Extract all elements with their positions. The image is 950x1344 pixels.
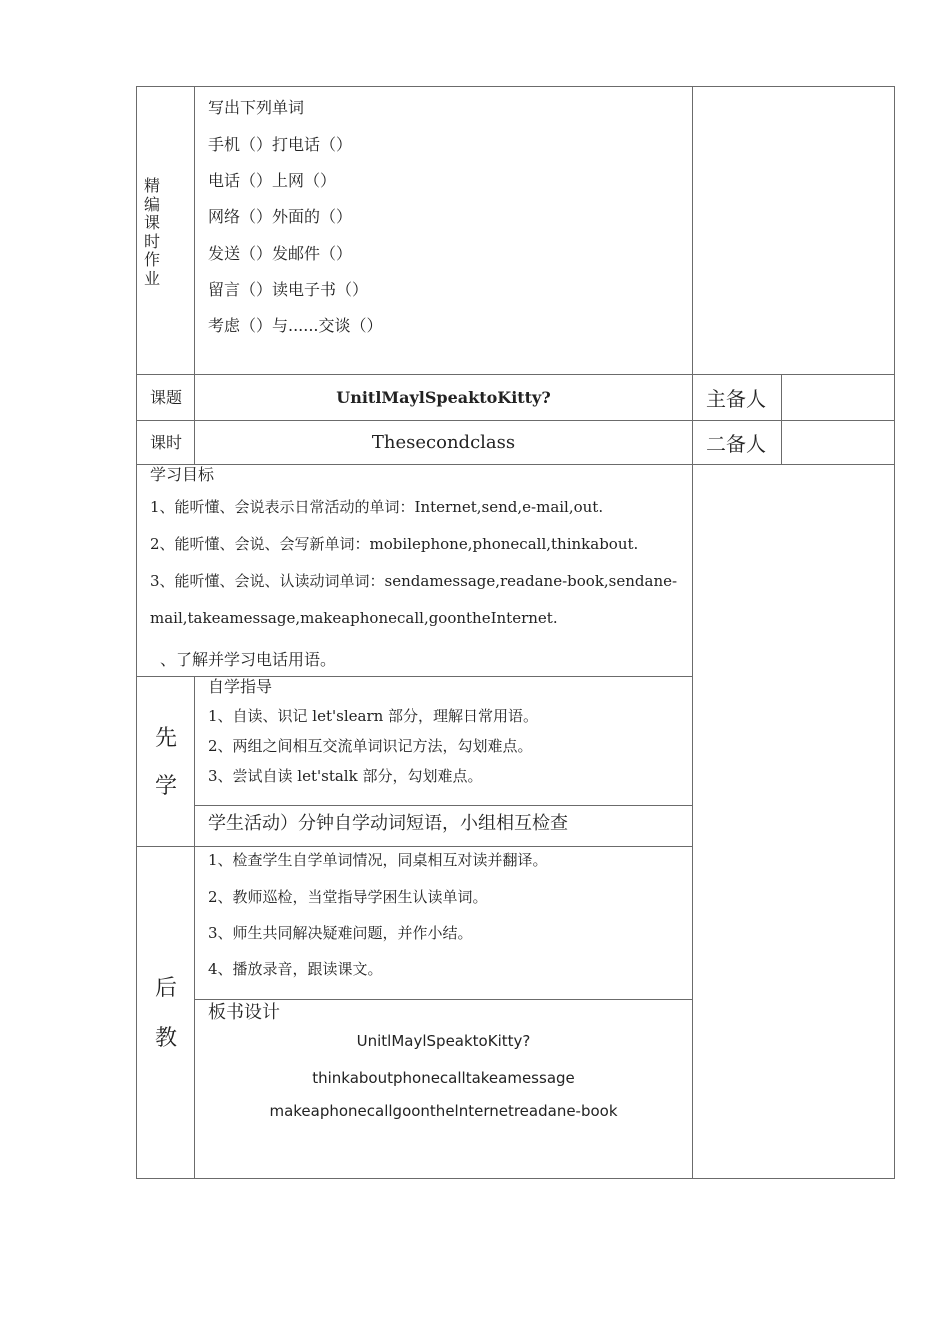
topic-label: 课题 bbox=[150, 388, 183, 407]
homework-line: 网络（）外面的（） bbox=[208, 207, 353, 226]
prestudy-title: 自学指导 bbox=[208, 677, 273, 696]
prestudy-activity: 学生活动）分钟自学动词短语，小组相互检查 bbox=[208, 813, 568, 834]
homework-line: 电话（）上网（） bbox=[208, 171, 337, 190]
teaching-side-bottom: 教 bbox=[155, 1026, 178, 1051]
teaching-item: 1、检查学生自学单词情况，同桌相互对读并翻译。 bbox=[208, 851, 548, 869]
board-line: UnitlMaylSpeaktoKitty? bbox=[356, 1032, 531, 1050]
objective-item: 1、能听懂、会说表示日常活动的单词：Internet,send,e-mail,out. bbox=[150, 498, 604, 516]
objective-item: mail,takeamessage,makeaphonecall,goontheInternet. bbox=[150, 609, 558, 627]
prestudy-item: 2、两组之间相互交流单词识记方法，勾划难点。 bbox=[208, 737, 533, 755]
period-label: 课时 bbox=[150, 433, 183, 452]
objective-item: 、了解并学习电话用语。 bbox=[160, 650, 337, 669]
objective-item: 2、能听懂、会说、会写新单词：mobilephone,phonecall,thinkabout. bbox=[150, 535, 639, 553]
board-line: thinkaboutphonecalltakeamessage bbox=[312, 1069, 575, 1087]
prestudy-item: 3、尝试自读 let'stalk 部分，勾划难点。 bbox=[208, 767, 483, 785]
homework-line: 考虑（）与......交谈（） bbox=[208, 316, 383, 335]
prestudy-side-top: 先 bbox=[155, 726, 178, 751]
objectives-title: 学习目标 bbox=[150, 465, 215, 484]
board-line: makeaphonecallgoonthelnternetreadane-book bbox=[269, 1102, 618, 1120]
homework-line: 手机（）打电话（） bbox=[208, 135, 353, 154]
prestudy-item: 1、自读、识记 let'slearn 部分，理解日常用语。 bbox=[208, 707, 539, 725]
board-title: 板书设计 bbox=[208, 1002, 280, 1023]
objective-item: 3、能听懂、会说、认读动词单词：sendamessage,readane-book,sendane- bbox=[150, 572, 678, 590]
homework-title: 写出下列单词 bbox=[208, 98, 305, 117]
period-role-label: 二备人 bbox=[706, 432, 766, 456]
prestudy-side-bottom: 学 bbox=[155, 774, 178, 799]
homework-line: 留言（）读电子书（） bbox=[208, 280, 369, 299]
homework-side-label: 精编课时作业 bbox=[143, 176, 160, 288]
teaching-item: 3、师生共同解决疑难问题，并作小结。 bbox=[208, 924, 473, 942]
topic-role-label: 主备人 bbox=[706, 387, 766, 411]
teaching-item: 4、播放录音，跟读课文。 bbox=[208, 960, 383, 978]
teaching-side-top: 后 bbox=[155, 976, 178, 1001]
homework-line: 发送（）发邮件（） bbox=[208, 244, 353, 263]
topic-value: UnitlMaylSpeaktoKitty? bbox=[336, 388, 551, 407]
period-value: Thesecondclass bbox=[371, 432, 516, 453]
teaching-item: 2、教师巡检，当堂指导学困生认读单词。 bbox=[208, 888, 488, 906]
